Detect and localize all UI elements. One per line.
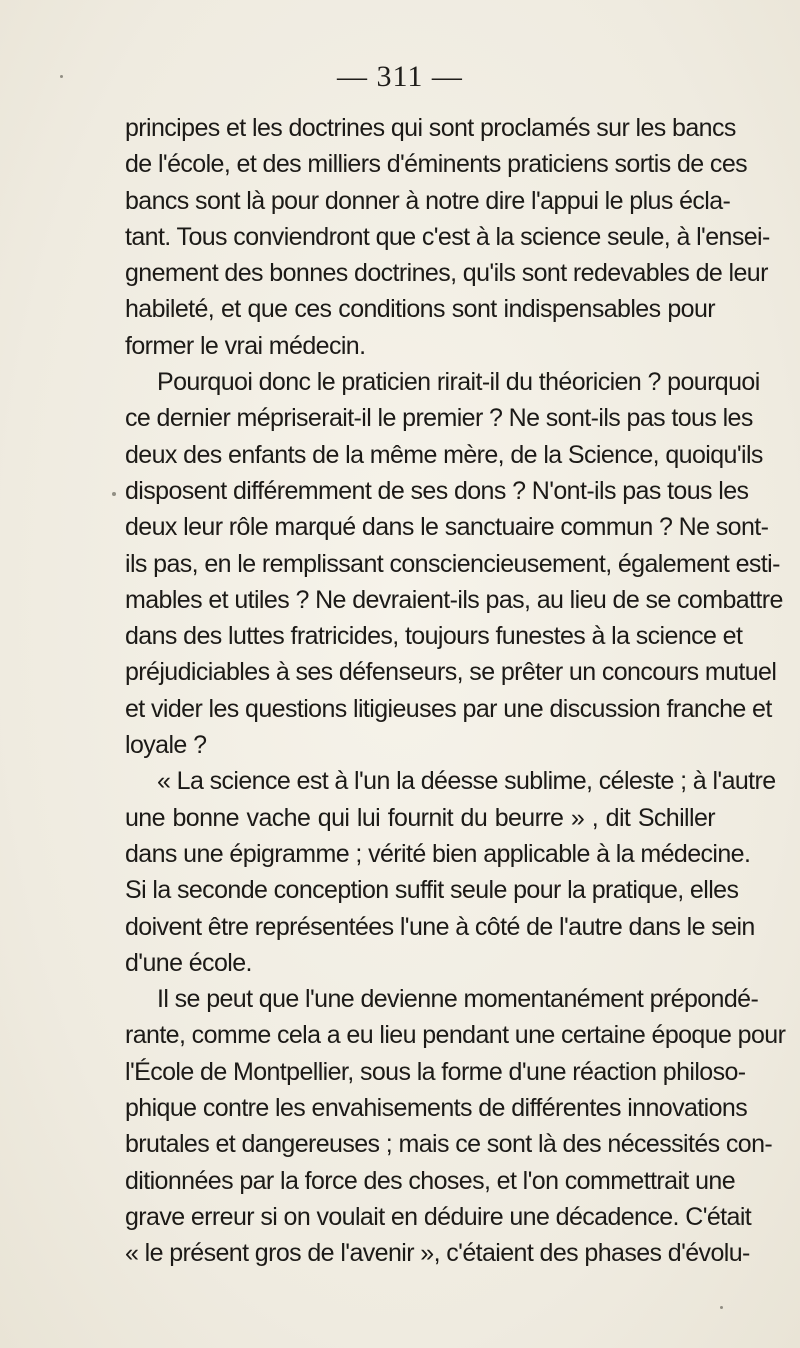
text-line: dans une épigramme ; vérité bien applicable à la médecine. [125, 839, 751, 868]
text-line: de l'école, et des milliers d'éminents praticiens sortis de ces [125, 150, 748, 179]
text-line: habileté, et que ces conditions sont indispensables pour [125, 295, 715, 324]
text-line: ils pas, en le remplissant consciencieusement, également esti- [125, 549, 780, 578]
text-line: ditionnées par la force des choses, et l'on commettrait une [125, 1166, 735, 1195]
text-line: grave erreur si on voulait en déduire une décadence. C'était [125, 1202, 752, 1231]
text-line: deux leur rôle marqué dans le sanctuaire commun ? Ne sont- [125, 513, 769, 542]
text-line: deux des enfants de la même mère, de la Science, quoiqu'ils [125, 440, 763, 469]
text-line: former le vrai médecin. [125, 331, 366, 360]
text-line: loyale ? [125, 731, 207, 760]
text-line: Si la seconde conception suffit seule pour la pratique, elles [125, 876, 739, 905]
text-line: dans des luttes fratricides, toujours funestes à la science et [125, 622, 743, 651]
ink-speck [60, 75, 63, 78]
body-text [125, 110, 786, 1272]
text-line: d'une école. [125, 948, 252, 977]
text-line: Pourquoi donc le praticien rirait-il du théoricien ? pourquoi [157, 368, 760, 397]
text-line: tant. Tous conviendront que c'est à la science seule, à l'ensei- [125, 222, 770, 251]
text-line: préjudiciables à ses défenseurs, se prêter un concours mutuel [125, 658, 777, 687]
text-line: « La science est à l'un la déesse sublime, céleste ; à l'autre [157, 767, 776, 796]
text-line: doivent être représentées l'une à côté de l'autre dans le sein [125, 912, 755, 941]
text-line: brutales et dangereuses ; mais ce sont là des nécessités con- [125, 1130, 773, 1159]
text-line: phique contre les envahisements de différentes innovations [125, 1094, 748, 1123]
text-line: principes et les doctrines qui sont proclamés sur les bancs [125, 114, 736, 142]
page-number: — 311 — [337, 60, 463, 93]
text-line: mables et utiles ? Ne devraient-ils pas, au lieu de se combattre [125, 585, 783, 614]
text-line: rante, comme cela a eu lieu pendant une certaine époque pour [125, 1021, 786, 1050]
ink-speck [112, 492, 116, 496]
text-line: gnement des bonnes doctrines, qu'ils sont redevables de leur [125, 259, 768, 288]
text-line: Il se peut que l'une devienne momentanément prépondé- [157, 985, 759, 1014]
text-line: ce dernier mépriserait-il le premier ? Ne sont-ils pas tous les [125, 404, 753, 433]
text-line: et vider les questions litigieuses par une discussion franche et [125, 694, 772, 723]
text-line: disposent différemment de ses dons ? N'ont-ils pas tous les [125, 476, 749, 505]
text-line: une bonne vache qui lui fournit du beurre » , dit Schiller [125, 803, 715, 832]
text-line: bancs sont là pour donner à notre dire l'appui le plus écla- [125, 186, 731, 215]
text-line: l'École de Montpellier, sous la forme d'une réaction philoso- [125, 1057, 746, 1086]
text-line: « le présent gros de l'avenir », c'étaient des phases d'évolu- [125, 1239, 750, 1268]
ink-speck [720, 1306, 723, 1309]
